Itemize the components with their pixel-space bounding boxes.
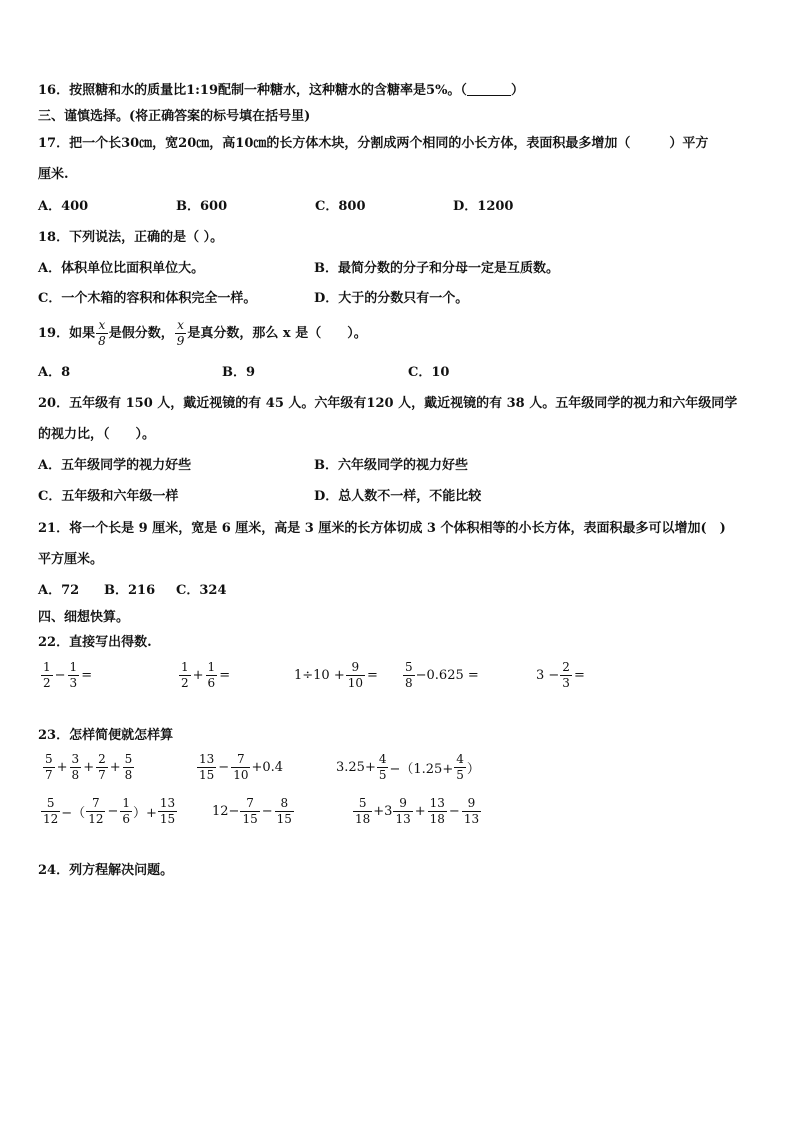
question-17-line2: 厘米. (38, 167, 69, 182)
expression-prefix: 3.25+ (336, 760, 376, 775)
fraction (175, 318, 187, 349)
q23-expression-3 (336, 752, 480, 783)
answer-blank[interactable] (467, 82, 511, 96)
numerator: 13 (429, 796, 445, 810)
fraction (197, 752, 216, 783)
q22-expression-5 (536, 660, 586, 691)
denominator: 2 (181, 676, 189, 690)
equals-sign: = (367, 668, 378, 683)
fraction (393, 796, 412, 827)
denominator: 3 (69, 676, 78, 690)
denominator: 15 (199, 768, 215, 782)
q19-mid: 是假分数， (108, 325, 174, 341)
q20-option-d[interactable]: D．总人数不一样，不能比较 (314, 489, 482, 504)
fraction (560, 660, 572, 691)
fraction (86, 796, 105, 827)
q19-prefix: 19．如果 (38, 325, 96, 341)
denominator: 10 (233, 768, 249, 782)
fraction (206, 660, 218, 691)
fraction (41, 796, 60, 827)
operator: − (54, 668, 66, 683)
q23-expression-5 (212, 796, 295, 827)
q17-option-c[interactable]: C．800 (315, 199, 366, 214)
numerator: 13 (199, 752, 215, 766)
fraction (120, 796, 132, 827)
question-19-stem (38, 318, 367, 349)
denominator: 13 (463, 812, 480, 826)
denominator: 15 (242, 812, 258, 826)
minus-sign: − (261, 804, 273, 819)
fraction (43, 752, 55, 783)
expression-mid: −（1.25+ (389, 762, 454, 777)
q20-option-c[interactable]: C．五年级和六年级一样 (38, 489, 179, 504)
expression-rest: −0.625 = (415, 668, 479, 683)
fraction (454, 752, 466, 783)
denominator: 6 (122, 812, 131, 826)
numerator: 1 (43, 660, 51, 674)
numerator: 1 (122, 796, 131, 810)
expression-prefix: 3 − (536, 668, 560, 683)
fraction (403, 660, 415, 691)
q22-expression-3 (294, 660, 379, 691)
q22-expression-2 (178, 660, 231, 691)
q20-option-a[interactable]: A．五年级同学的视力好些 (38, 458, 192, 473)
q18-option-b[interactable]: B．最简分数的分子和分母一定是互质数。 (314, 261, 559, 276)
fraction (377, 752, 389, 783)
numerator: 4 (378, 752, 387, 766)
question-20-line2: 的视力比，（ ）。 (38, 427, 156, 442)
q23-expression-4 (40, 796, 178, 827)
q19-suffix: 是真分数，那么 x 是（ ）。 (187, 325, 367, 341)
denominator: 10 (347, 676, 364, 690)
fraction (428, 796, 447, 827)
denominator: 5 (378, 768, 387, 782)
plus-sign: + (56, 760, 68, 775)
numerator: 4 (456, 752, 464, 766)
q16-close: ） (510, 83, 524, 98)
denominator: 15 (159, 812, 176, 826)
q22-expression-4 (402, 660, 479, 691)
numerator: 5 (124, 752, 133, 766)
q23-expression-1 (42, 752, 135, 783)
section-4-heading: 四、细想快算。 (38, 610, 130, 625)
question-21-line2: 平方厘米。 (38, 552, 104, 567)
numerator: x (175, 318, 187, 334)
fraction (346, 660, 365, 691)
question-16 (38, 82, 524, 100)
plus-sign: + (414, 804, 426, 819)
fraction (231, 752, 250, 783)
q18-option-a[interactable]: A．体积单位比面积单位大。 (38, 261, 205, 276)
numerator: 7 (86, 796, 105, 812)
numerator: 5 (405, 660, 413, 674)
numerator: 1 (207, 660, 216, 674)
fraction (462, 796, 481, 827)
denominator: 8 (98, 334, 106, 348)
q22-expression-1 (40, 660, 93, 691)
numerator: 5 (45, 752, 53, 766)
q21-option-a[interactable]: A．72 (38, 583, 80, 598)
minus-sign: − (448, 804, 460, 819)
denominator: 7 (45, 768, 53, 782)
denominator: 8 (124, 768, 133, 782)
expression-end: ）+ (133, 806, 157, 821)
question-18-stem: 18．下列说法，正确的是（ ）。 (38, 230, 224, 245)
question-23-stem: 23．怎样简便就怎样算 (38, 728, 174, 743)
q23-expression-2 (196, 752, 283, 783)
denominator: 13 (395, 812, 411, 826)
question-24-stem: 24．列方程解决问题。 (38, 863, 174, 878)
expression-mid: +3 (373, 804, 393, 819)
denominator: 15 (276, 812, 292, 826)
denominator: 18 (429, 812, 445, 826)
denominator: 12 (43, 812, 59, 826)
fraction (179, 660, 191, 691)
q21-option-b[interactable]: B．216 (104, 583, 156, 598)
fraction (96, 752, 108, 783)
q16-text: 16．按照糖和水的质量比1:19配制一种糖水，这种糖水的含糖率是5%。（ (38, 83, 467, 98)
question-21-line1: 21．将一个长是 9 厘米，宽是 6 厘米，高是 3 厘米的长方体切成 3 个体积相等的小长方体，表面积最多可以增加( ) (38, 521, 726, 536)
q17-option-d[interactable]: D．1200 (453, 199, 514, 214)
denominator: 5 (456, 768, 464, 782)
expression-end: ） (466, 762, 480, 777)
denominator: 12 (88, 812, 104, 826)
numerator: 13 (159, 796, 176, 810)
numerator: 2 (98, 752, 106, 766)
q18-option-d[interactable]: D．大于的分数只有一个。 (314, 291, 469, 306)
question-17-line1: 17．把一个长30㎝，宽20㎝，高10㎝的长方体木块，分割成两个相同的小长方体，表面积最多增加（ ）平方 (38, 136, 709, 151)
expression-mid: −（ (61, 806, 86, 821)
equals-sign: = (81, 668, 93, 683)
numerator: x (96, 318, 108, 334)
plus-sign: + (109, 760, 121, 775)
numerator: 5 (353, 796, 372, 812)
fraction (123, 752, 135, 783)
numerator: 8 (275, 796, 294, 812)
numerator: 1 (69, 660, 78, 674)
minus-sign: − (218, 760, 230, 775)
numerator: 9 (462, 796, 481, 812)
q21-option-c[interactable]: C．324 (176, 583, 227, 598)
expression-prefix: 1÷10 + (294, 668, 345, 683)
fraction (240, 796, 259, 827)
q17-option-a[interactable]: A．400 (38, 199, 89, 214)
fraction (68, 660, 80, 691)
denominator: 6 (207, 676, 216, 690)
numerator: 9 (393, 796, 412, 812)
plus-sign: + (83, 760, 95, 775)
denominator: 18 (355, 812, 371, 826)
minus-sign: − (107, 804, 119, 819)
fraction (353, 796, 372, 827)
denominator: 2 (43, 676, 51, 690)
denominator: 8 (71, 768, 80, 782)
q19-option-a[interactable]: A．8 (38, 365, 71, 380)
q18-option-c[interactable]: C．一个木箱的容积和体积完全一样。 (38, 291, 257, 306)
fraction (70, 752, 82, 783)
denominator: 9 (176, 334, 185, 348)
question-20-line1: 20．五年级有 150 人，戴近视镜的有 45 人。六年级有120 人，戴近视镜的有 38 人。五年级同学的视力和六年级同学 (38, 396, 738, 411)
fraction (96, 318, 108, 349)
expression-prefix: 12− (212, 804, 240, 819)
numerator: 9 (346, 660, 365, 676)
question-22-stem: 22．直接写出得数. (38, 635, 152, 650)
fraction (41, 660, 53, 691)
denominator: 7 (98, 768, 106, 782)
numerator: 2 (562, 660, 570, 674)
section-3-heading: 三、谨慎选择。(将正确答案的标号填在括号里) (38, 109, 311, 124)
numerator: 7 (231, 752, 250, 768)
numerator: 5 (41, 796, 60, 812)
fraction (158, 796, 177, 827)
numerator: 1 (181, 660, 189, 674)
expression-tail: +0.4 (251, 760, 284, 775)
equals-sign: = (219, 668, 231, 683)
denominator: 8 (405, 676, 413, 690)
fraction (275, 796, 294, 827)
q20-option-b[interactable]: B．六年级同学的视力好些 (314, 458, 468, 473)
q17-option-b[interactable]: B．600 (176, 199, 228, 214)
numerator: 3 (71, 752, 80, 766)
q19-option-b[interactable]: B．9 (222, 365, 256, 380)
denominator: 3 (562, 676, 570, 690)
numerator: 7 (240, 796, 259, 812)
operator: + (192, 668, 204, 683)
q19-option-c[interactable]: C．10 (408, 365, 450, 380)
equals-sign: = (573, 668, 585, 683)
q23-expression-6 (352, 796, 482, 827)
